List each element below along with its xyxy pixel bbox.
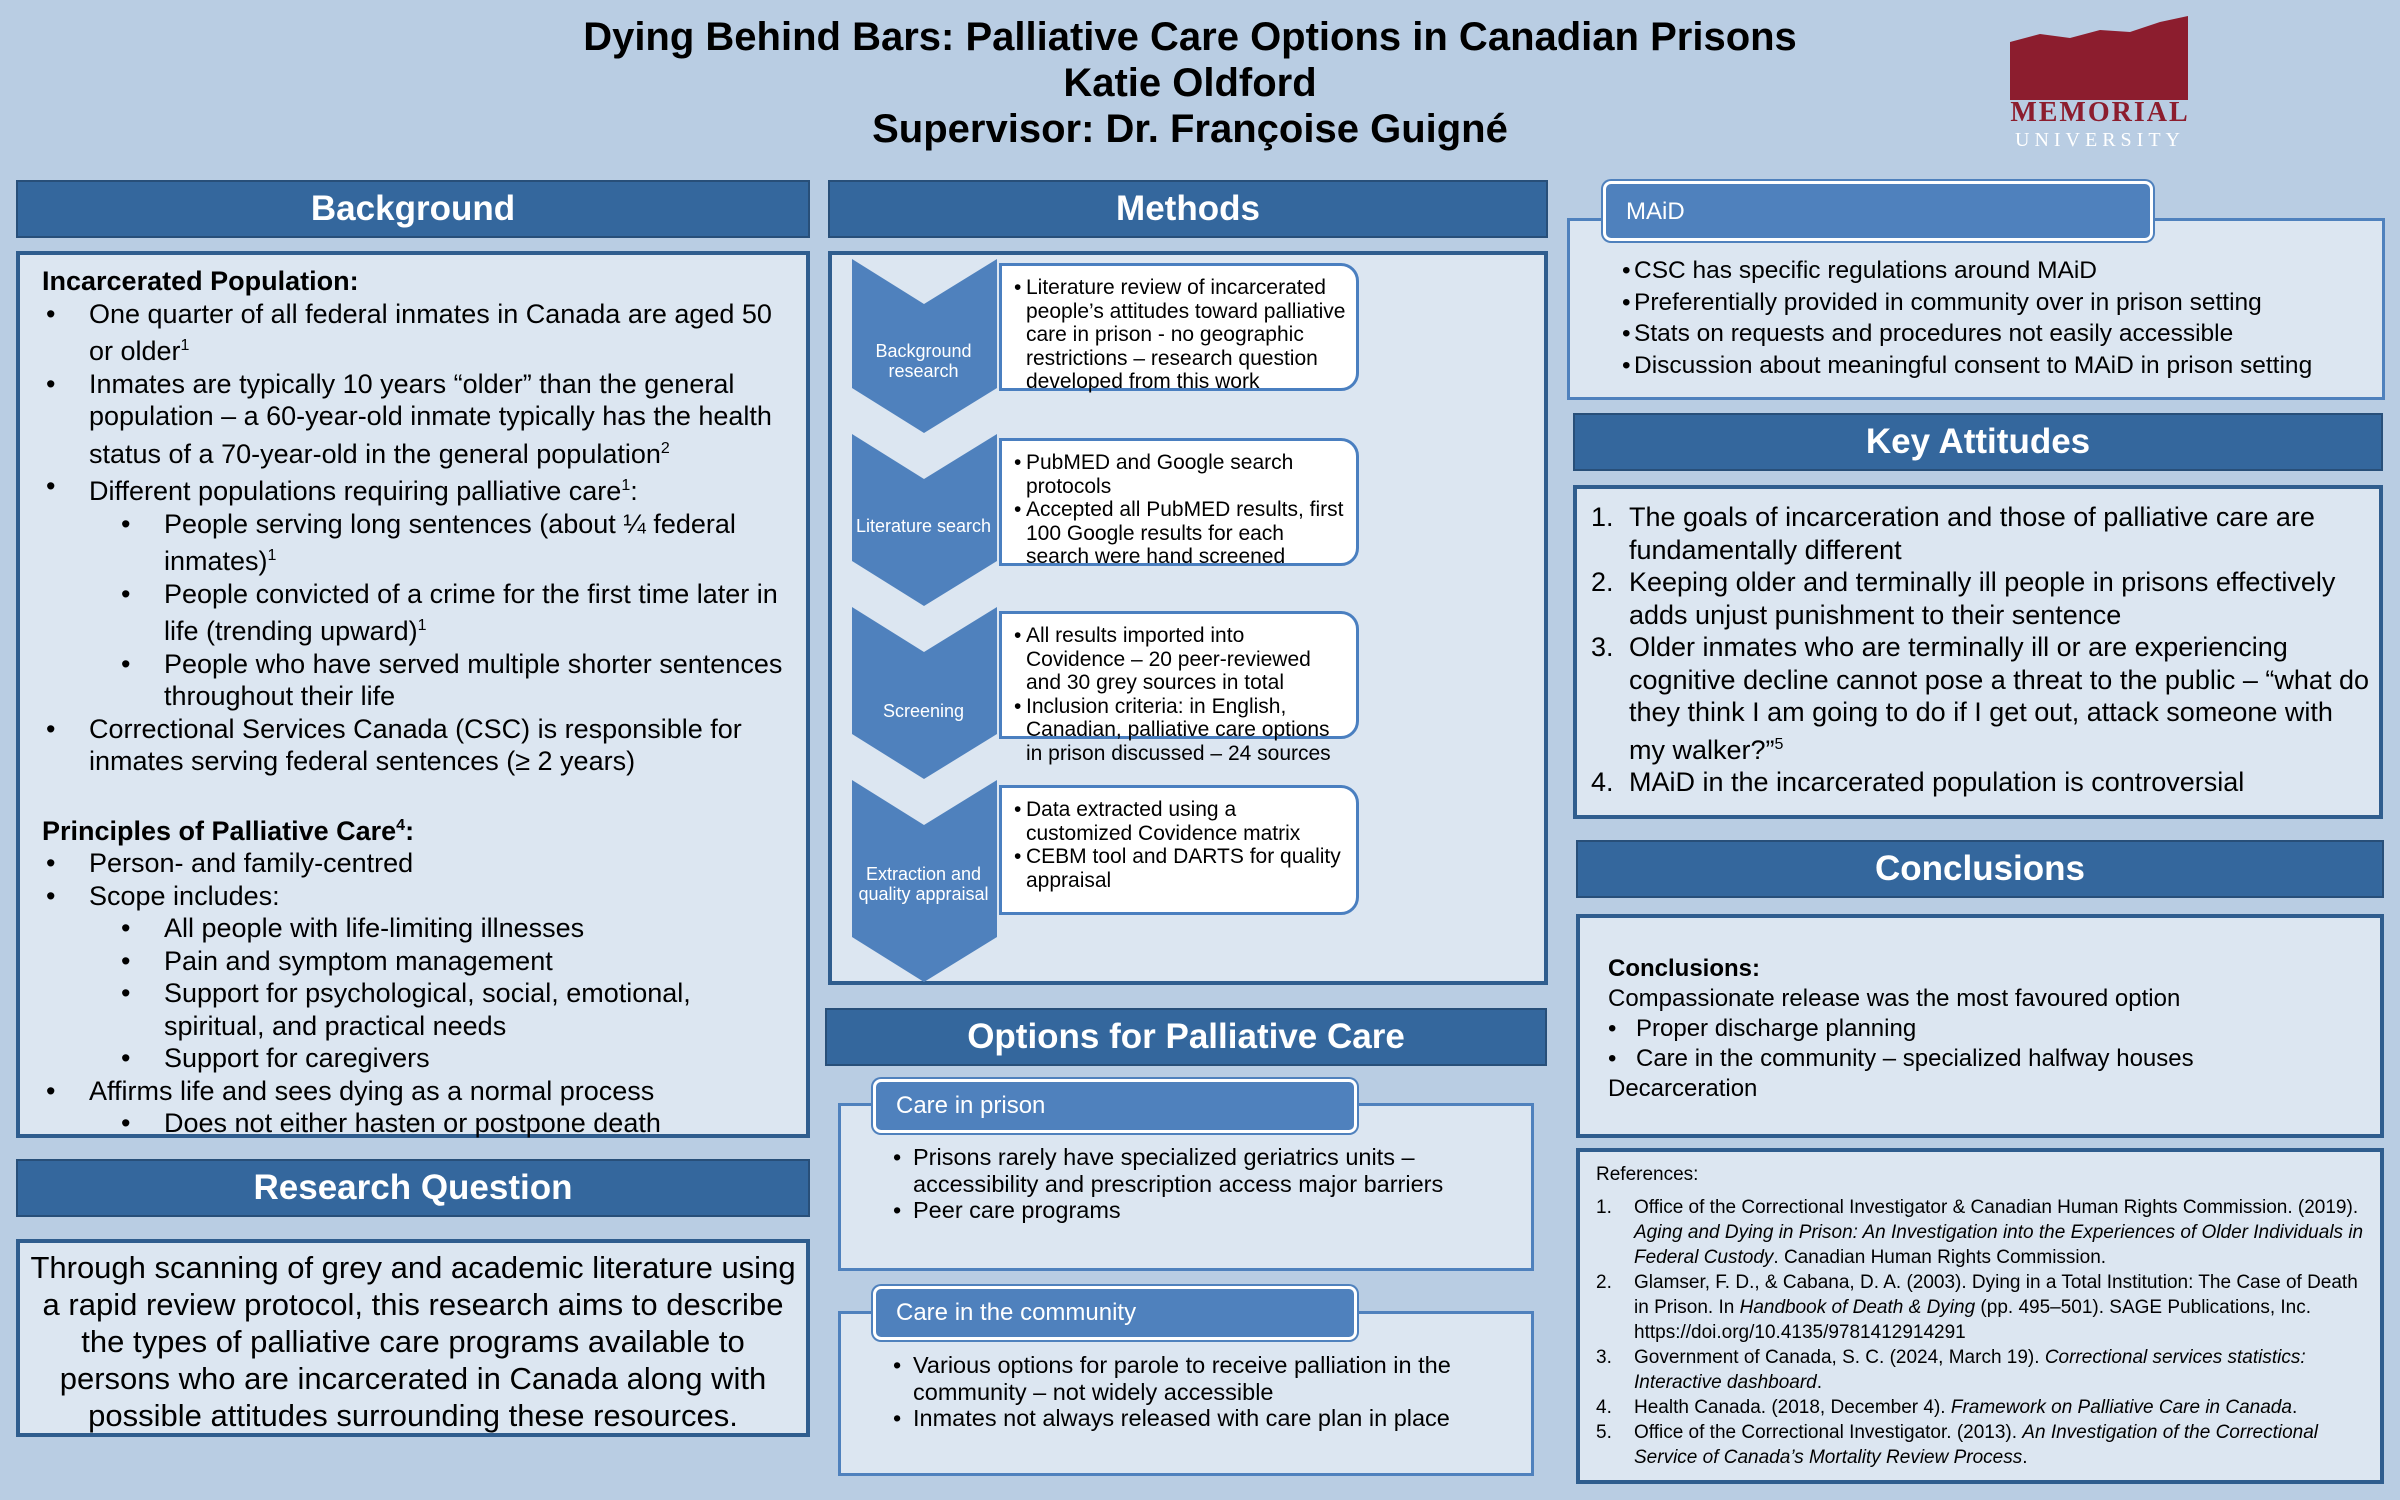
palliative-principles-title: Principles of Palliative Care$^4$: xyxy=(42,815,415,846)
maid-panel xyxy=(1567,218,2385,400)
list-item: • People who have served multiple shorter sentences throughout their life xyxy=(117,648,798,713)
list-item: • Proper discharge planning xyxy=(1608,1014,2370,1044)
list-item: • Preferentially provided in community over in prison setting xyxy=(1622,287,2372,319)
list-item: • Inclusion criteria: in English, Canadian, palliative care options in prison discussed – 24 sources xyxy=(1014,695,1346,766)
methods-panel xyxy=(828,251,1548,985)
care-in-community-tab: Care in the community xyxy=(873,1286,1357,1340)
background-panel xyxy=(16,251,810,1138)
step-label-background: Background research xyxy=(875,341,972,381)
method-step-box-4 xyxy=(999,785,1359,915)
list-item: • Pain and symptom management xyxy=(117,945,798,978)
population-sublist xyxy=(117,508,798,713)
list-item: • All people with life-limiting illnesses xyxy=(117,912,798,945)
list-item: • Prisons rarely have specialized geriatrics units – accessibility and prescription access major barriers xyxy=(893,1144,1511,1197)
key-attitudes-list xyxy=(1591,501,2369,799)
list-item: • Correctional Services Canada (CSC) is responsible for inmates serving federal sentences (≥ 2 years) xyxy=(42,713,798,778)
conclusions-heading: Conclusions xyxy=(1576,840,2384,898)
references-panel xyxy=(1576,1148,2384,1484)
reference-item: 1. Office of the Correctional Investigator & Canadian Human Rights Commission. (2019). Aging and Dying in Prison: An Investigation into the Experiences of Older Individuals in Federal Custody. Canadian Human Rights Commission. xyxy=(1596,1197,2364,1268)
poster-supervisor: Supervisor: Dr. Françoise Guigné xyxy=(872,107,1508,151)
list-item: • CEBM tool and DARTS for quality appraisal xyxy=(1014,845,1346,892)
conclusions-panel xyxy=(1576,914,2384,1138)
key-attitudes-panel xyxy=(1573,485,2383,819)
references-list xyxy=(1596,1195,2368,1470)
poster-author: Katie Oldford xyxy=(1063,61,1317,105)
background-heading: Background xyxy=(16,180,810,238)
list-item: • Affirms life and sees dying as a normal process • Does not either hasten or postpone death xyxy=(42,1075,798,1140)
list-item: 4. MAiD in the incarcerated population is controversial xyxy=(1591,767,2245,797)
list-item: • Inmates are typically 10 years “older” than the general population – a 60-year-old inmate typically has the health status of a 70-year-old in the general population$^2$ xyxy=(42,368,798,471)
list-item: • Accepted all PubMED results, first 100 Google results for each search were hand screened xyxy=(1014,498,1346,569)
method-step-box-2 xyxy=(999,438,1359,566)
research-question-panel xyxy=(16,1239,810,1437)
list-item: • Does not either hasten or postpone death xyxy=(117,1107,798,1140)
list-item: • All results imported into Covidence – 20 peer-reviewed and 30 grey sources in total xyxy=(1014,624,1346,695)
conclusions-line: Decarceration xyxy=(1608,1075,1758,1102)
logo-subword: UNIVERSITY xyxy=(2015,129,2185,151)
logo-wordmark: MEMORIAL xyxy=(2010,97,2190,128)
list-item: • Data extracted using a customized Covidence matrix xyxy=(1014,798,1346,845)
poster-title-block xyxy=(300,14,2080,152)
conclusions-title: Conclusions: xyxy=(1608,955,1761,982)
chevron-step-3 xyxy=(852,607,997,779)
population-list xyxy=(42,298,798,778)
reference-item: 3. Government of Canada, S. C. (2024, March 19). Correctional services statistics: Interactive dashboard. xyxy=(1596,1347,2306,1393)
options-heading: Options for Palliative Care xyxy=(825,1008,1547,1066)
memorial-university-logo xyxy=(2000,12,2200,172)
memorial-logo-shape-icon xyxy=(2000,12,2190,100)
reference-item: 4. Health Canada. (2018, December 4). Framework on Palliative Care in Canada. xyxy=(1596,1397,2298,1418)
scope-sublist xyxy=(117,912,798,1075)
reference-item: 5. Office of the Correctional Investigator. (2013). An Investigation of the Correctional Service of Canada’s Mortality Review Process. xyxy=(1596,1422,2319,1468)
step-label-extraction: Extraction and quality appraisal xyxy=(858,864,989,904)
list-item: • Scope includes: • All people with life-limiting illnesses • Pain and symptom management • Support for psychological, social, emotional, spiritual, and practical needs • Support for caregivers xyxy=(42,880,798,1075)
list-item: 3. Older inmates who are terminally ill or are experiencing cognitive decline cannot pose a threat to the public – “what do they think I am going to do if I get out, attack someone with my walker?”$^5$ xyxy=(1591,632,2369,765)
list-item: • Peer care programs xyxy=(893,1197,1511,1224)
list-item: • Stats on requests and procedures not easily accessible xyxy=(1622,318,2372,350)
step-label-literature: Literature search xyxy=(855,516,992,536)
maid-list xyxy=(1570,221,2382,381)
method-step-box-3 xyxy=(999,611,1359,765)
list-item: 1. The goals of incarceration and those of palliative care are fundamentally different xyxy=(1591,502,2315,565)
reference-item: 2. Glamser, F. D., & Cabana, D. A. (2003). Dying in a Total Institution: The Case of Death in Prison. In Handbook of Death & Dying (pp. 495–501). SAGE Publications, Inc. https://doi.org/10.4135/9781412914291 xyxy=(1596,1272,2358,1343)
care-in-prison-tab: Care in prison xyxy=(873,1079,1357,1133)
incarcerated-population-title: Incarcerated Population: xyxy=(42,266,359,296)
list-item: • Support for psychological, social, emotional, spiritual, and practical needs xyxy=(117,977,798,1042)
list-item: • Person- and family-centred xyxy=(42,847,798,880)
poster-title: Dying Behind Bars: Palliative Care Options in Canadian Prisons xyxy=(583,15,1797,59)
list-item: • Inmates not always released with care plan in place xyxy=(893,1405,1451,1432)
method-step-box-1 xyxy=(999,263,1359,391)
research-question-text: Through scanning of grey and academic literature using a rapid review protocol, this research aims to describe the types of palliative care programs available to persons who are incarcerated in Canada along with possible attitudes surrounding these resources. xyxy=(30,1250,796,1433)
maid-tab: MAiD xyxy=(1603,181,2153,241)
affirms-sublist xyxy=(117,1107,798,1140)
step-label-screening: Screening xyxy=(882,701,965,721)
references-title: References: xyxy=(1596,1164,1699,1185)
list-item: • Literature review of incarcerated people’s attitudes toward palliative care in prison - no geographic restrictions – research question developed from this work xyxy=(1014,276,1346,394)
list-item: • People convicted of a crime for the first time later in life (trending upward)$^1$ xyxy=(117,578,798,648)
list-item: • Various options for parole to receive palliation in the community – not widely accessible xyxy=(893,1352,1451,1405)
list-item: • PubMED and Google search protocols xyxy=(1014,451,1346,498)
list-item: • People serving long sentences (about ¼ federal inmates)$^1$ xyxy=(117,508,798,578)
research-question-heading: Research Question xyxy=(16,1159,810,1217)
conclusions-line: Compassionate release was the most favoured option xyxy=(1608,985,2181,1012)
list-item: 2. Keeping older and terminally ill people in prisons effectively adds unjust punishment to their sentence xyxy=(1591,567,2336,630)
methods-heading: Methods xyxy=(828,180,1548,238)
list-item: • Care in the community – specialized halfway houses xyxy=(1608,1044,2370,1074)
list-item: • Discussion about meaningful consent to MAiD in prison setting xyxy=(1622,350,2372,382)
list-item: • CSC has specific regulations around MAiD xyxy=(1622,255,2372,287)
list-item: • One quarter of all federal inmates in Canada are aged 50 or older$^1$ xyxy=(42,298,798,368)
key-attitudes-heading: Key Attitudes xyxy=(1573,413,2383,471)
list-item: • Support for caregivers xyxy=(117,1042,798,1075)
list-item: • Different populations requiring palliative care$^1$: • People serving long sentences (about ¼ federal inmates)$^1$ • People convicted of a crime for the first time later in life (trending upward)$^1$ • People who have served multiple shorter sentences throughout their life xyxy=(42,470,798,713)
conclusions-list xyxy=(1608,1014,2370,1074)
principles-list xyxy=(42,847,798,1140)
